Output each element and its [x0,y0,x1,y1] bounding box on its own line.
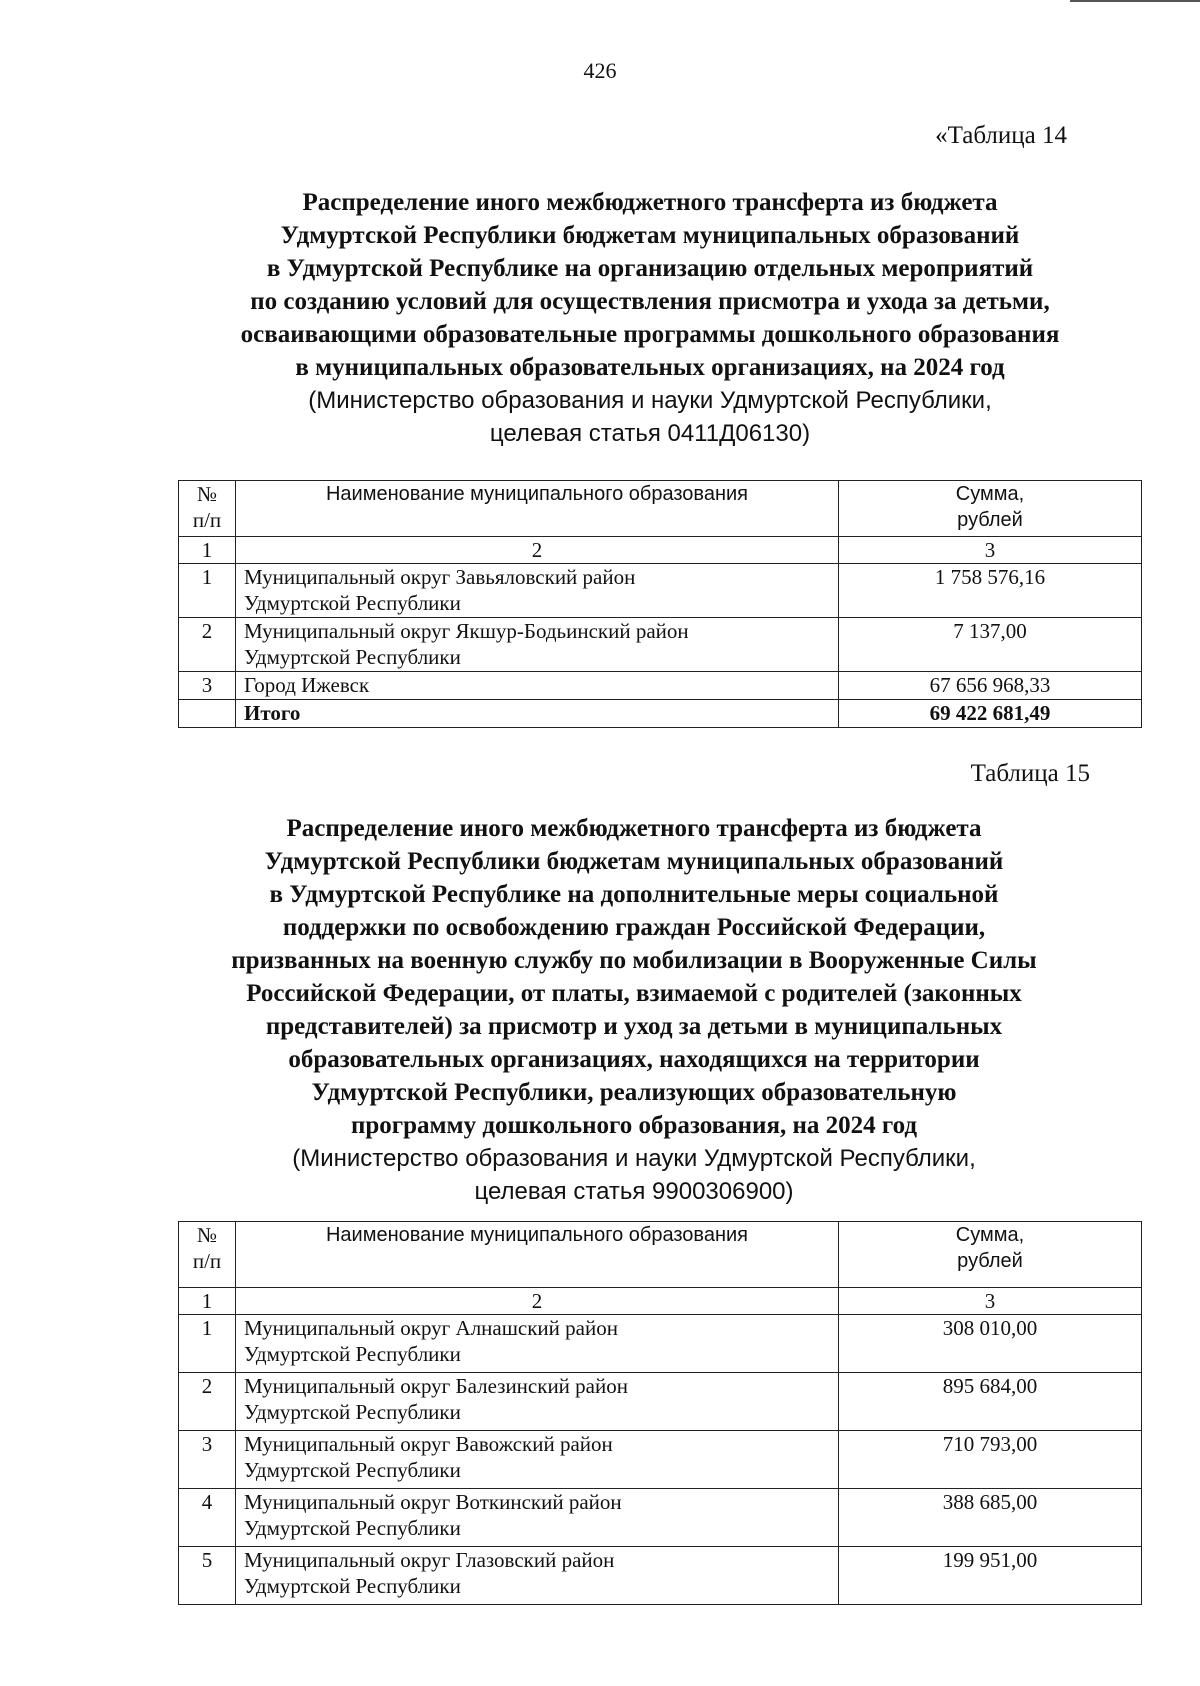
header-sum: Сумма, рублей [839,481,1142,537]
row-sum: 199 951,00 [839,1547,1142,1605]
title-line: по созданию условий для осуществления присмотра и ухода за детьми, [250,288,1050,315]
subtitle-line: целевая статья 9900306900) [474,1178,794,1205]
table-15-title [16,812,1200,1142]
table-row [179,618,1142,672]
table-header-row [179,481,1142,537]
title-line: Удмуртской Республики, реализующих образовательную [311,1079,957,1106]
table-row [179,1431,1142,1489]
header-number: № п/п [179,1222,236,1288]
title-line: программу дошкольного образования, на 2024 год [350,1112,918,1139]
row-sum: 67 656 968,33 [839,672,1142,700]
row-number: 3 [179,672,236,700]
row-number: 1 [179,564,236,618]
title-line: Распределение иного межбюджетного трансферта из бюджета [302,189,998,216]
table-14-heading [28,186,1200,450]
column-number-row [179,537,1142,564]
total-number-cell [179,700,236,728]
top-edge-rule [1070,0,1200,2]
column-number: 2 [236,537,839,564]
table-15 [178,1221,1142,1605]
total-label: Итого [236,700,839,728]
row-number: 4 [179,1489,236,1547]
table-14-subtitle [28,384,1200,450]
row-name: Муниципальный округ Вавожский район Удмуртской Республики [236,1431,839,1489]
row-sum: 895 684,00 [839,1373,1142,1431]
title-line: в муниципальных образовательных организациях, на 2024 год [295,354,1005,381]
row-sum: 7 137,00 [839,618,1142,672]
title-line: Удмуртской Республики бюджетам муниципальных образований [280,222,1020,249]
title-line: Удмуртской Республики бюджетам муниципальных образований [264,848,1004,875]
title-line: призванных на военную службу по мобилизации в Вооруженные Силы [231,947,1037,974]
table-row [179,1489,1142,1547]
title-line: в Удмуртской Республике на дополнительные меры социальной [269,881,999,908]
row-name: Муниципальный округ Якшур-Бодьинский район Удмуртской Республики [236,618,839,672]
subtitle-line: целевая статья 0411Д06130) [489,420,811,447]
row-sum: 388 685,00 [839,1489,1142,1547]
row-number: 2 [179,1373,236,1431]
table-row [179,672,1142,700]
row-number: 2 [179,618,236,672]
header-name: Наименование муниципального образования [236,1222,839,1288]
table-header-row [179,1222,1142,1288]
row-sum: 1 758 576,16 [839,564,1142,618]
title-line: Распределение иного межбюджетного трансферта из бюджета [286,815,982,842]
table-14-label: «Таблица 14 [935,122,1067,149]
table-row [179,564,1142,618]
column-number: 1 [179,1288,236,1315]
column-number: 3 [839,537,1142,564]
column-number-row [179,1288,1142,1315]
row-sum: 710 793,00 [839,1431,1142,1489]
title-line: Российской Федерации, от платы, взимаемой с родителей (законных [246,980,1022,1007]
title-line: в Удмуртской Республике на организацию отдельных мероприятий [266,255,1034,282]
header-sum: Сумма, рублей [839,1222,1142,1288]
total-row [179,700,1142,728]
title-line: представителей) за присмотр и уход за детьми в муниципальных [265,1013,1003,1040]
column-number: 3 [839,1288,1142,1315]
row-number: 3 [179,1431,236,1489]
title-line: образовательных организациях, находящихся на территории [288,1046,980,1073]
table-15-label: Таблица 15 [970,760,1090,787]
table-15-subtitle [16,1142,1200,1208]
row-name: Город Ижевск [236,672,839,700]
table-row [179,1547,1142,1605]
total-sum: 69 422 681,49 [839,700,1142,728]
subtitle-line: (Министерство образования и науки Удмуртской Республики, [308,387,992,414]
column-number: 1 [179,537,236,564]
page-number: 426 [583,58,617,83]
column-number: 2 [236,1288,839,1315]
row-name: Муниципальный округ Алнашский район Удмуртской Республики [236,1315,839,1373]
subtitle-line: (Министерство образования и науки Удмуртской Республики, [292,1145,976,1172]
title-line: осваивающими образовательные программы дошкольного образования [240,321,1060,348]
table-14-title [28,186,1200,384]
table-row [179,1315,1142,1373]
row-name: Муниципальный округ Воткинский район Удмуртской Республики [236,1489,839,1547]
row-number: 1 [179,1315,236,1373]
title-line: поддержки по освобождению граждан Российской Федерации, [282,914,986,941]
header-number: № п/п [179,481,236,537]
row-number: 5 [179,1547,236,1605]
row-name: Муниципальный округ Завьяловский район Удмуртской Республики [236,564,839,618]
table-row [179,1373,1142,1431]
row-name: Муниципальный округ Глазовский район Удмуртской Республики [236,1547,839,1605]
header-name: Наименование муниципального образования [236,481,839,537]
row-sum: 308 010,00 [839,1315,1142,1373]
table-15-heading [16,812,1200,1208]
table-14 [178,480,1142,728]
row-name: Муниципальный округ Балезинский район Удмуртской Республики [236,1373,839,1431]
